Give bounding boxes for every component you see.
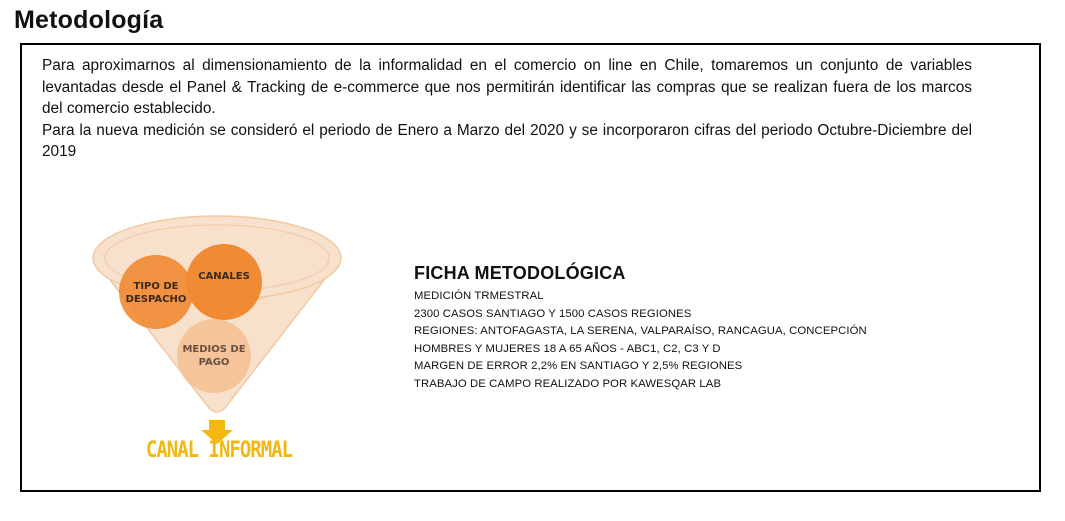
page-title: Metodología — [14, 6, 164, 34]
intro-paragraph-2: Para la nueva medición se consideró el periodo de Enero a Marzo del 2020 y se incorporaron cifras del periodo Octubre-Diciembre del 2019 — [42, 121, 972, 160]
circle-medios-pago-label-1: MEDIOS DE — [182, 344, 246, 355]
funnel-diagram — [87, 210, 347, 450]
ficha-item: HOMBRES Y MUJERES 18 A 65 AÑOS - ABC1, C2, C3 Y D — [414, 342, 721, 355]
ficha-list — [414, 288, 867, 394]
canal-informal-label: CANAL INFORMAL — [145, 437, 293, 463]
ficha-metodologica — [414, 263, 867, 394]
ficha-heading: FICHA METODOLÓGICA — [414, 263, 626, 283]
intro-paragraph-1: Para aproximarnos al dimensionamiento de la informalidad en el comercio on line en Chile, tomaremos un conjunto de variables levantadas desde el Panel & Tracking de e-commerce que nos permitirán identificar las compras que se realizan fuera de los marcos del comercio establecido. — [42, 57, 972, 117]
ficha-item: MEDICIÓN TRMESTRAL — [414, 290, 544, 302]
circle-tipo-despacho-label-2: DESPACHO — [125, 294, 187, 305]
content-box — [20, 43, 1041, 492]
circle-canales-label: CANALES — [198, 271, 250, 282]
ficha-item: TRABAJO DE CAMPO REALIZADO POR KAWESQAR LAB — [414, 377, 722, 390]
intro-text — [42, 55, 972, 163]
circle-tipo-despacho — [119, 255, 193, 329]
ficha-item: MARGEN DE ERROR 2,2% EN SANTIAGO Y 2,5% REGIONES — [414, 360, 743, 373]
ficha-item: REGIONES: ANTOFAGASTA, LA SERENA, VALPARAÍSO, RANCAGUA, CONCEPCIÓN — [414, 325, 867, 338]
ficha-item: 2300 CASOS SANTIAGO Y 1500 CASOS REGIONES — [414, 307, 692, 320]
circle-medios-pago-label-2: PAGO — [198, 357, 230, 368]
circle-medios-pago — [177, 319, 251, 393]
circle-tipo-despacho-label-1: TIPO DE — [133, 281, 179, 292]
circle-canales — [186, 244, 262, 320]
